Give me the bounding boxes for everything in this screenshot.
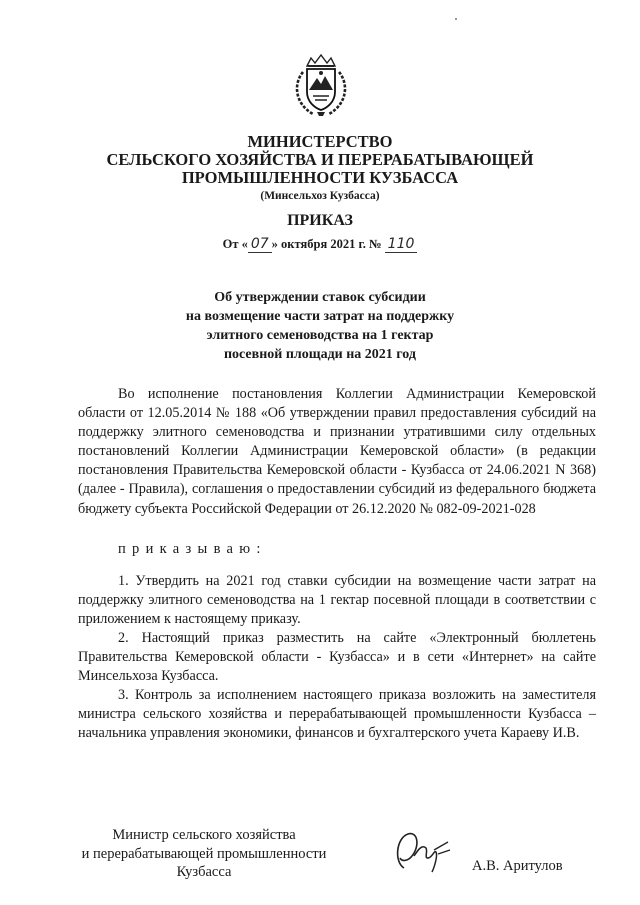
ministry-title-line1: МИНИСТЕРСТВО — [247, 132, 393, 151]
order-day: 07 — [248, 236, 272, 253]
signatory-name: А.В. Аритулов — [472, 858, 563, 874]
directive-word: приказываю: — [118, 541, 267, 557]
signatory-title-line2: и перерабатывающей промышленности — [81, 845, 327, 862]
handwritten-signature-icon — [390, 828, 456, 874]
order-date-line — [0, 236, 640, 253]
order-subject — [0, 288, 640, 364]
signatory-title-line3: Кузбасса — [176, 864, 232, 880]
item-3: 3. Контроль за исполнением настоящего приказа возложить на заместителя министра сельского хозяйства и перерабатывающей промышленности Кузбасса – начальника управления экономики, финансов и бухгалтерского учета Караеву И.В. — [78, 687, 596, 742]
ministry-title-line2: СЕЛЬСКОГО ХОЗЯЙСТВА И ПЕРЕРАБАТЫВАЮЩЕЙ — [106, 150, 534, 169]
coat-of-arms-icon — [291, 54, 351, 118]
signatory-title — [76, 826, 332, 882]
signatory-title-line1: Министр сельского хозяйства — [112, 827, 296, 843]
subject-line1: Об утверждении ставок субсидии — [214, 290, 426, 305]
ministry-short-name: (Минсельхоз Кузбасса) — [260, 190, 380, 202]
date-prefix: От « — [222, 237, 248, 251]
preamble-paragraph: Во исполнение постановления Коллегии Администрации Кемеровской области от 12.05.2014 № 188 «Об утверждении правил предоставления субсидий на поддержку элитного семеноводства и признании утратившими силу отдельных постановлений Коллегии Администрации Кемеровской области» (в редакции постановления Правительства Кемеровской области - Кузбасса от 24.06.2021 N 368) (далее - Правила), соглашения о предоставлении субсидий из федерального бюджета бюджету субъекта Российской Федерации от 26.12.2020 № 082-09-2021-028 — [78, 386, 596, 517]
item-1: 1. Утвердить на 2021 год ставки субсидии на возмещение части затрат на поддержку элитного семеноводства на 1 гектар посевной площади в соответствии с приложением к настоящему приказу. — [78, 573, 596, 628]
ministry-title-line3: ПРОМЫШЛЕННОСТИ КУЗБАССА — [181, 168, 459, 187]
order-number: 110 — [385, 236, 418, 253]
scan-speck — [455, 18, 457, 20]
item-2: 2. Настоящий приказ разместить на сайте «Электронный бюллетень Правительства Кемеровской области - Кузбасса» и в сети «Интернет» на сайте Минсельхоза Кузбасса. — [78, 630, 596, 685]
order-title: ПРИКАЗ — [287, 212, 353, 229]
subject-line4: посевной площади на 2021 год — [223, 347, 416, 362]
subject-line2: на возмещение части затрат на поддержку — [185, 309, 455, 324]
date-middle: » октября 2021 г. № — [271, 237, 382, 251]
subject-line3: элитного семеноводства на 1 гектар — [206, 328, 434, 343]
